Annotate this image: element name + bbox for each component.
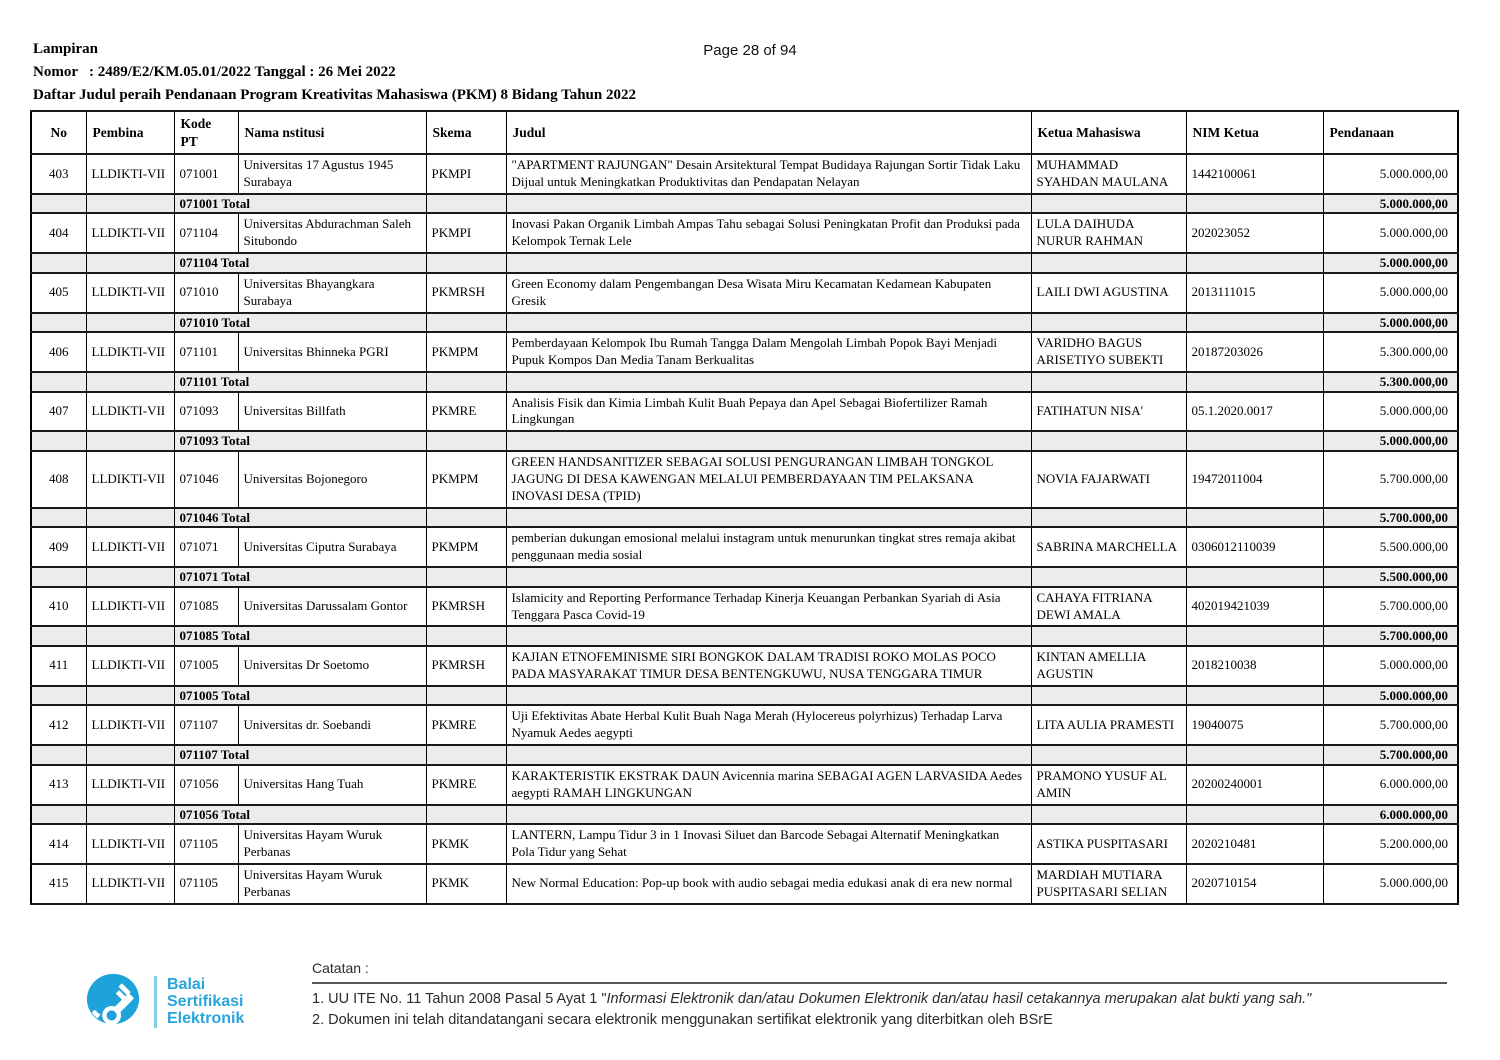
cell-no: 414 — [31, 824, 86, 864]
total-label: 071010 Total — [174, 313, 426, 333]
cell-nim: 20187203026 — [1186, 332, 1323, 372]
cell-skema: PKMRSH — [426, 587, 506, 627]
data-row — [31, 864, 1458, 904]
cell-kode-pt: 071085 — [174, 587, 238, 627]
total-row — [31, 194, 1458, 214]
cell-ketua: LULA DAIHUDA NURUR RAHMAN — [1031, 213, 1186, 253]
total-empty-cell — [426, 431, 506, 451]
total-label: 071101 Total — [174, 372, 426, 392]
catatan-block — [312, 960, 1452, 1031]
data-row — [31, 527, 1458, 567]
cell-pendanaan: 5.000.000,00 — [1323, 154, 1458, 194]
total-empty-cell — [506, 686, 1031, 706]
total-label: 071093 Total — [174, 431, 426, 451]
cell-no: 404 — [31, 213, 86, 253]
cell-no: 411 — [31, 646, 86, 686]
cell-judul: Inovasi Pakan Organik Limbah Ampas Tahu sebagai Solusi Peningkatan Profit dan Produksi pada Kelompok Ternak Lele — [506, 213, 1031, 253]
total-empty-cell — [1186, 313, 1323, 333]
data-row — [31, 765, 1458, 805]
cell-pembina: LLDIKTI-VII — [86, 705, 174, 745]
page-footer — [0, 952, 1500, 1060]
bsre-key-seal-icon — [84, 970, 142, 1033]
total-amount: 5.300.000,00 — [1323, 372, 1458, 392]
cell-ketua: NOVIA FAJARWATI — [1031, 451, 1186, 508]
total-empty-cell — [1031, 745, 1186, 765]
total-empty-cell — [1186, 686, 1323, 706]
total-amount: 5.700.000,00 — [1323, 745, 1458, 765]
data-row — [31, 213, 1458, 253]
total-empty-cell — [506, 626, 1031, 646]
cell-ketua: CAHAYA FITRIANA DEWI AMALA — [1031, 587, 1186, 627]
cell-institusi: Universitas Bhayangkara Surabaya — [238, 273, 426, 313]
cell-nim: 19472011004 — [1186, 451, 1323, 508]
total-empty-cell — [426, 567, 506, 587]
total-empty-cell — [1031, 508, 1186, 528]
cell-ketua: FATIHATUN NISA' — [1031, 392, 1186, 432]
cell-ketua: KINTAN AMELLIA AGUSTIN — [1031, 646, 1186, 686]
cell-judul: Islamicity and Reporting Performance Terhadap Kinerja Keuangan Perbankan Syariah di Asia Tenggara Pasca Covid-19 — [506, 587, 1031, 627]
total-empty-cell — [86, 194, 174, 214]
cell-nim: 2013111015 — [1186, 273, 1323, 313]
cell-ketua: VARIDHO BAGUS ARISETIYO SUBEKTI — [1031, 332, 1186, 372]
total-amount: 5.000.000,00 — [1323, 194, 1458, 214]
total-empty-cell — [426, 313, 506, 333]
cell-no: 409 — [31, 527, 86, 567]
cell-nim: 2018210038 — [1186, 646, 1323, 686]
total-empty-cell — [1031, 313, 1186, 333]
bsre-logo-text — [167, 976, 244, 1027]
cell-skema: PKMPM — [426, 332, 506, 372]
total-amount: 5.000.000,00 — [1323, 313, 1458, 333]
total-empty-cell — [86, 686, 174, 706]
total-row — [31, 626, 1458, 646]
total-empty-cell — [1186, 805, 1323, 825]
cell-skema: PKMK — [426, 824, 506, 864]
total-empty-cell — [506, 508, 1031, 528]
doc-number-line: Nomor : 2489/E2/KM.05.01/2022 Tanggal : 26 Mei 2022 — [33, 64, 396, 80]
total-empty-cell — [426, 194, 506, 214]
cell-skema: PKMPI — [426, 154, 506, 194]
lampiran-label: Lampiran — [33, 41, 99, 57]
cell-no: 403 — [31, 154, 86, 194]
cell-institusi: Universitas 17 Agustus 1945 Surabaya — [238, 154, 426, 194]
data-row — [31, 392, 1458, 432]
total-empty-cell — [31, 253, 86, 273]
note-1-text: UU ITE No. 11 Tahun 2008 Pasal 5 Ayat 1 " — [328, 991, 607, 1007]
data-row — [31, 451, 1458, 508]
total-empty-cell — [506, 805, 1031, 825]
total-label: 071005 Total — [174, 686, 426, 706]
cell-no: 408 — [31, 451, 86, 508]
total-label: 071071 Total — [174, 567, 426, 587]
total-empty-cell — [506, 431, 1031, 451]
cell-judul: New Normal Education: Pop-up book with audio sebagai media edukasi anak di era new normal — [506, 864, 1031, 904]
cell-skema: PKMRE — [426, 765, 506, 805]
total-empty-cell — [1031, 194, 1186, 214]
cell-pembina: LLDIKTI-VII — [86, 765, 174, 805]
cell-pendanaan: 5.000.000,00 — [1323, 646, 1458, 686]
note-1-number: 1. — [312, 991, 329, 1007]
total-row — [31, 567, 1458, 587]
total-label: 071056 Total — [174, 805, 426, 825]
cell-pendanaan: 5.300.000,00 — [1323, 332, 1458, 372]
total-empty-cell — [86, 372, 174, 392]
total-empty-cell — [426, 805, 506, 825]
total-empty-cell — [1031, 805, 1186, 825]
cell-nim: 1442100061 — [1186, 154, 1323, 194]
total-empty-cell — [1031, 431, 1186, 451]
cell-judul: pemberian dukungan emosional melalui instagram untuk menurunkan tingkat stres remaja akibat penggunaan media sosial — [506, 527, 1031, 567]
cell-pembina: LLDIKTI-VII — [86, 154, 174, 194]
total-empty-cell — [31, 686, 86, 706]
page-indicator: Page 28 of 94 — [703, 42, 797, 59]
total-empty-cell — [86, 567, 174, 587]
cell-judul: Green Economy dalam Pengembangan Desa Wisata Miru Kecamatan Kedamean Kabupaten Gresik — [506, 273, 1031, 313]
total-empty-cell — [426, 508, 506, 528]
cell-no: 406 — [31, 332, 86, 372]
cell-kode-pt: 071104 — [174, 213, 238, 253]
cell-skema: PKMPI — [426, 213, 506, 253]
logo-line-1: Balai — [167, 976, 206, 993]
cell-judul: Uji Efektivitas Abate Herbal Kulit Buah Naga Merah (Hylocereus polyrhizus) Terhadap Larva Nyamuk Aedes aegypti — [506, 705, 1031, 745]
bsre-logo — [84, 970, 244, 1033]
total-empty-cell — [31, 626, 86, 646]
data-row — [31, 587, 1458, 627]
cell-institusi: Universitas Hang Tuah — [238, 765, 426, 805]
total-empty-cell — [86, 805, 174, 825]
total-empty-cell — [31, 313, 86, 333]
total-amount: 5.000.000,00 — [1323, 431, 1458, 451]
cell-judul: KAJIAN ETNOFEMINISME SIRI BONGKOK DALAM TRADISI ROKO MOLAS POCO PADA MASYARAKAT TIMUR DESA BENTENGKUWU, NUSA TENGGARA TIMUR — [506, 646, 1031, 686]
total-row — [31, 805, 1458, 825]
column-header: Nama nstitusi — [238, 111, 426, 154]
table-header-row — [31, 111, 1458, 154]
doc-title-line: Daftar Judul peraih Pendanaan Program Kreativitas Mahasiswa (PKM) 8 Bidang Tahun 2022 — [33, 87, 636, 103]
cell-no: 410 — [31, 587, 86, 627]
total-empty-cell — [506, 194, 1031, 214]
catatan-divider — [312, 982, 1447, 984]
total-amount: 5.700.000,00 — [1323, 626, 1458, 646]
total-empty-cell — [31, 372, 86, 392]
total-empty-cell — [426, 686, 506, 706]
cell-kode-pt: 071071 — [174, 527, 238, 567]
cell-institusi: Universitas Ciputra Surabaya — [238, 527, 426, 567]
cell-institusi: Universitas dr. Soebandi — [238, 705, 426, 745]
total-empty-cell — [426, 626, 506, 646]
data-row — [31, 332, 1458, 372]
data-row — [31, 824, 1458, 864]
cell-pendanaan: 5.200.000,00 — [1323, 824, 1458, 864]
cell-skema: PKMRSH — [426, 273, 506, 313]
total-empty-cell — [1031, 626, 1186, 646]
cell-kode-pt: 071010 — [174, 273, 238, 313]
cell-kode-pt: 071101 — [174, 332, 238, 372]
note-2: 2. Dokumen ini telah ditandatangani secara elektronik menggunakan sertifikat elektronik yang diterbitkan oleh BSrE — [312, 1012, 1053, 1028]
cell-skema: PKMRE — [426, 705, 506, 745]
total-empty-cell — [1031, 686, 1186, 706]
total-amount: 5.700.000,00 — [1323, 508, 1458, 528]
total-empty-cell — [86, 253, 174, 273]
cell-nim: 20200240001 — [1186, 765, 1323, 805]
total-empty-cell — [31, 805, 86, 825]
cell-no: 413 — [31, 765, 86, 805]
total-empty-cell — [1186, 372, 1323, 392]
total-amount: 5.000.000,00 — [1323, 686, 1458, 706]
column-header: Ketua Mahasiswa — [1031, 111, 1186, 154]
total-row — [31, 313, 1458, 333]
total-empty-cell — [1186, 567, 1323, 587]
note-1 — [312, 989, 1452, 1010]
total-label: 071104 Total — [174, 253, 426, 273]
cell-ketua: PRAMONO YUSUF AL AMIN — [1031, 765, 1186, 805]
cell-institusi: Universitas Dr Soetomo — [238, 646, 426, 686]
total-row — [31, 508, 1458, 528]
column-header: Pembina — [86, 111, 174, 154]
total-row — [31, 431, 1458, 451]
total-amount: 6.000.000,00 — [1323, 805, 1458, 825]
column-header: Kode PT — [174, 111, 238, 154]
cell-pembina: LLDIKTI-VII — [86, 273, 174, 313]
total-empty-cell — [506, 745, 1031, 765]
cell-ketua: LAILI DWI AGUSTINA — [1031, 273, 1186, 313]
cell-institusi: Universitas Hayam Wuruk Perbanas — [238, 824, 426, 864]
total-empty-cell — [506, 372, 1031, 392]
cell-skema: PKMPM — [426, 527, 506, 567]
cell-skema: PKMRSH — [426, 646, 506, 686]
cell-kode-pt: 071056 — [174, 765, 238, 805]
cell-judul: KARAKTERISTIK EKSTRAK DAUN Avicennia marina SEBAGAI AGEN LARVASIDA Aedes aegypti RAMAH LINGKUNGAN — [506, 765, 1031, 805]
total-row — [31, 745, 1458, 765]
data-row — [31, 154, 1458, 194]
total-label: 071046 Total — [174, 508, 426, 528]
cell-pendanaan: 5.000.000,00 — [1323, 392, 1458, 432]
total-amount: 5.000.000,00 — [1323, 253, 1458, 273]
cell-judul: "APARTMENT RAJUNGAN" Desain Arsitektural Tempat Budidaya Rajungan Sortir Tidak Laku Dijual untuk Meningkatkan Produktivitas dan Pendapatan Nelayan — [506, 154, 1031, 194]
cell-ketua: SABRINA MARCHELLA — [1031, 527, 1186, 567]
total-empty-cell — [426, 372, 506, 392]
total-empty-cell — [1186, 253, 1323, 273]
note-1-quote: Informasi Elektronik dan/atau Dokumen Elektronik dan/atau hasil cetakannya merupakan alat bukti yang sah. — [606, 991, 1307, 1007]
cell-nim: 19040075 — [1186, 705, 1323, 745]
cell-pendanaan: 5.500.000,00 — [1323, 527, 1458, 567]
cell-no: 405 — [31, 273, 86, 313]
total-empty-cell — [86, 626, 174, 646]
note-1-endquote: " — [1306, 991, 1312, 1007]
cell-nim: 05.1.2020.0017 — [1186, 392, 1323, 432]
total-empty-cell — [1186, 745, 1323, 765]
total-empty-cell — [86, 508, 174, 528]
total-empty-cell — [1186, 626, 1323, 646]
cell-institusi: Universitas Darussalam Gontor — [238, 587, 426, 627]
cell-pembina: LLDIKTI-VII — [86, 332, 174, 372]
cell-pendanaan: 6.000.000,00 — [1323, 765, 1458, 805]
cell-kode-pt: 071001 — [174, 154, 238, 194]
total-empty-cell — [1031, 567, 1186, 587]
cell-ketua: LITA AULIA PRAMESTI — [1031, 705, 1186, 745]
cell-skema: PKMPM — [426, 451, 506, 508]
cell-pendanaan: 5.000.000,00 — [1323, 864, 1458, 904]
column-header: Pendanaan — [1323, 111, 1458, 154]
cell-pembina: LLDIKTI-VII — [86, 213, 174, 253]
cell-no: 415 — [31, 864, 86, 904]
cell-kode-pt: 071105 — [174, 824, 238, 864]
total-empty-cell — [506, 567, 1031, 587]
total-label: 071001 Total — [174, 194, 426, 214]
total-row — [31, 372, 1458, 392]
cell-nim: 2020710154 — [1186, 864, 1323, 904]
column-header: No — [31, 111, 86, 154]
catatan-label: Catatan : — [312, 960, 369, 976]
cell-pembina: LLDIKTI-VII — [86, 527, 174, 567]
total-row — [31, 686, 1458, 706]
cell-judul: GREEN HANDSANITIZER SEBAGAI SOLUSI PENGURANGAN LIMBAH TONGKOL JAGUNG DI DESA KAWENGAN MELALUI PEMBERDAYAAN TIM PELAKSANA INOVASI DESA (TPID) — [506, 451, 1031, 508]
cell-ketua: MUHAMMAD SYAHDAN MAULANA — [1031, 154, 1186, 194]
total-empty-cell — [31, 567, 86, 587]
logo-divider — [154, 976, 157, 1028]
column-header: Skema — [426, 111, 506, 154]
cell-pembina: LLDIKTI-VII — [86, 646, 174, 686]
cell-pembina: LLDIKTI-VII — [86, 824, 174, 864]
cell-pendanaan: 5.000.000,00 — [1323, 213, 1458, 253]
total-empty-cell — [86, 313, 174, 333]
total-label: 071107 Total — [174, 745, 426, 765]
total-empty-cell — [1186, 431, 1323, 451]
total-empty-cell — [506, 253, 1031, 273]
cell-no: 407 — [31, 392, 86, 432]
cell-pembina: LLDIKTI-VII — [86, 451, 174, 508]
cell-kode-pt: 071107 — [174, 705, 238, 745]
column-header: NIM Ketua — [1186, 111, 1323, 154]
cell-institusi: Universitas Hayam Wuruk Perbanas — [238, 864, 426, 904]
cell-institusi: Universitas Bojonegoro — [238, 451, 426, 508]
data-row — [31, 646, 1458, 686]
cell-pendanaan: 5.000.000,00 — [1323, 273, 1458, 313]
total-label: 071085 Total — [174, 626, 426, 646]
cell-nim: 402019421039 — [1186, 587, 1323, 627]
data-row — [31, 273, 1458, 313]
total-empty-cell — [1031, 253, 1186, 273]
cell-pendanaan: 5.700.000,00 — [1323, 587, 1458, 627]
cell-ketua: ASTIKA PUSPITASARI — [1031, 824, 1186, 864]
total-row — [31, 253, 1458, 273]
cell-pendanaan: 5.700.000,00 — [1323, 451, 1458, 508]
table-body — [31, 154, 1458, 904]
cell-institusi: Universitas Billfath — [238, 392, 426, 432]
total-empty-cell — [506, 313, 1031, 333]
cell-no: 412 — [31, 705, 86, 745]
total-empty-cell — [31, 431, 86, 451]
total-empty-cell — [1186, 508, 1323, 528]
cell-kode-pt: 071093 — [174, 392, 238, 432]
cell-kode-pt: 071105 — [174, 864, 238, 904]
cell-nim: 2020210481 — [1186, 824, 1323, 864]
cell-kode-pt: 071046 — [174, 451, 238, 508]
total-empty-cell — [31, 508, 86, 528]
cell-pembina: LLDIKTI-VII — [86, 587, 174, 627]
cell-kode-pt: 071005 — [174, 646, 238, 686]
total-empty-cell — [426, 745, 506, 765]
cell-skema: PKMRE — [426, 392, 506, 432]
logo-line-3: Elektronik — [167, 1010, 245, 1027]
total-amount: 5.500.000,00 — [1323, 567, 1458, 587]
cell-pembina: LLDIKTI-VII — [86, 392, 174, 432]
total-empty-cell — [1186, 194, 1323, 214]
total-empty-cell — [31, 745, 86, 765]
total-empty-cell — [86, 745, 174, 765]
cell-skema: PKMK — [426, 864, 506, 904]
cell-judul: Analisis Fisik dan Kimia Limbah Kulit Buah Pepaya dan Apel Sebagai Biofertilizer Ramah Lingkungan — [506, 392, 1031, 432]
total-empty-cell — [1031, 372, 1186, 392]
cell-pembina: LLDIKTI-VII — [86, 864, 174, 904]
total-empty-cell — [426, 253, 506, 273]
total-empty-cell — [86, 431, 174, 451]
cell-judul: Pemberdayaan Kelompok Ibu Rumah Tangga Dalam Mengolah Limbah Popok Bayi Menjadi Pupuk Kompos Dan Media Tanam Berkualitas — [506, 332, 1031, 372]
data-row — [31, 705, 1458, 745]
document-header — [33, 38, 636, 107]
column-header: Judul — [506, 111, 1031, 154]
cell-institusi: Universitas Abdurachman Saleh Situbondo — [238, 213, 426, 253]
cell-pendanaan: 5.700.000,00 — [1323, 705, 1458, 745]
logo-line-2: Sertifikasi — [167, 993, 244, 1010]
cell-institusi: Universitas Bhinneka PGRI — [238, 332, 426, 372]
cell-ketua: MARDIAH MUTIARA PUSPITASARI SELIAN — [1031, 864, 1186, 904]
cell-judul: LANTERN, Lampu Tidur 3 in 1 Inovasi Siluet dan Barcode Sebagai Alternatif Meningkatkan Pola Tidur yang Sehat — [506, 824, 1031, 864]
total-empty-cell — [31, 194, 86, 214]
pkm-funding-table — [30, 110, 1459, 905]
cell-nim: 0306012110039 — [1186, 527, 1323, 567]
cell-nim: 202023052 — [1186, 213, 1323, 253]
